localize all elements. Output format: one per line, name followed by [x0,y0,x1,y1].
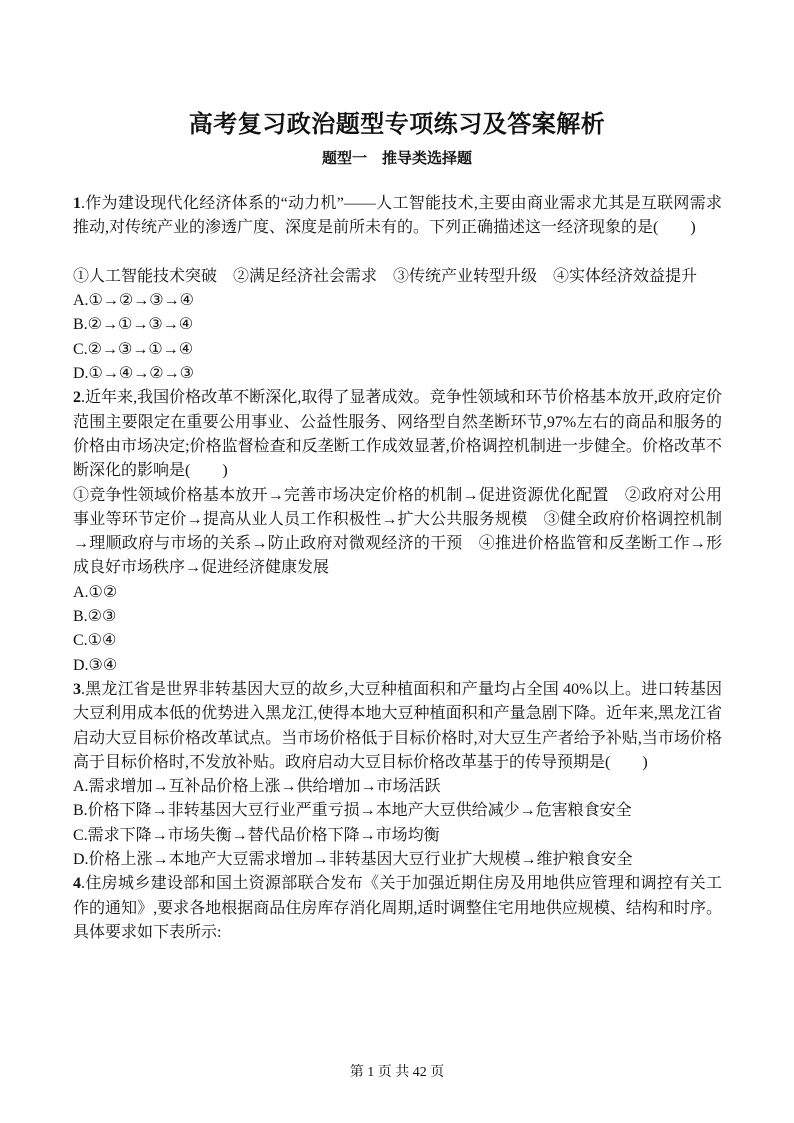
question-stem-line: 大豆利用成本低的优势进入黑龙江,使得本地大豆种植面积和产量急剧下降。近年来,黑龙江省 [73,705,722,723]
stem-text: .黑龙江省是世界非转基因大豆的故乡,大豆种植面积和产量均占全国 40%以上。进口转基因 [81,680,722,698]
option-b: B.价格下降→非转基因大豆行业严重亏损→本地产大豆供给减少→危害粮食安全 [73,802,632,820]
question-items-line: ①竞争性领域价格基本放开→完善市场决定价格的机制→促进资源优化配置 ②政府对公用 [73,486,722,504]
question-stem-line: 推动,对传统产业的渗透广度、深度是前所未有的。下列正确描述这一经济现象的是( ) [73,219,696,237]
option-d: D.③④ [73,656,118,674]
question-stem-line [73,386,722,410]
question-items-line: 事业等环节定价→提高从业人员工作积极性→扩大公共服务规模 ③健全政府价格调控机制 [73,510,722,528]
question-stem-line: 高于目标价格时,不发放补贴。政府启动大豆目标价格改革基于的传导预期是( ) [73,753,648,771]
question-number: 4 [73,875,81,893]
question-stem-line: 范围主要限定在重要公用事业、公益性服务、网络型自然垄断环节,97%左右的商品和服务的 [73,413,722,431]
option-d: D.①→④→②→③ [73,365,194,383]
blank-line [73,241,722,265]
stem-text: .住房城乡建设部和国土资源部联合发布《关于加强近期住房及用地供应管理和调控有关工 [81,875,722,893]
question-items-line: 成良好市场秩序→促进经济健康发展 [73,559,330,577]
question-3 [73,678,722,872]
option-d: D.价格上涨→本地产大豆需求增加→非转基因大豆行业扩大规模→维护粮食安全 [73,851,633,869]
question-stem-line: 断深化的影响是( ) [73,462,228,480]
option-c: C.①④ [73,632,117,650]
question-stem-line [73,192,722,216]
question-items-line: →理顺政府与市场的关系→防止政府对微观经济的干预 ④推进价格监管和反垄断工作→形 [73,535,722,553]
document-title: 高考复习政治题型专项练习及答案解析 [188,110,606,138]
question-stem-line [73,678,722,702]
option-c: C.需求下降→市场失衡→替代品价格下降→市场均衡 [73,826,440,844]
stem-text: .作为建设现代化经济体系的“动力机”——人工智能技术,主要由商业需求尤其是互联网需求 [81,195,722,212]
option-b: B.②③ [73,608,117,626]
question-items: ①人工智能技术突破 ②满足经济社会需求 ③传统产业转型升级 ④实体经济效益提升 [73,267,698,285]
document-body [73,192,722,945]
stem-text: .近年来,我国价格改革不断深化,取得了显著成效。竞争性领域和环节价格基本放开,政府定价 [81,389,722,407]
question-number: 2 [73,389,81,407]
question-1 [73,192,722,386]
option-c: C.②→③→①→④ [73,340,194,358]
page-footer: 第 1 页 共 42 页 [349,1065,445,1080]
question-stem-line [73,872,722,896]
option-b: B.②→①→③→④ [73,316,194,334]
question-number: 1 [73,195,81,212]
section-subtitle: 题型一 推导类选择题 [321,149,472,167]
question-4 [73,872,722,945]
question-number: 3 [73,680,81,698]
question-stem-line: 价格由市场决定;价格监督检查和反垄断工作成效显著,价格调控机制进一步健全。价格改革不 [73,437,722,455]
question-2 [73,386,722,678]
option-a: A.需求增加→互补品价格上涨→供给增加→市场活跃 [73,778,441,796]
question-stem-line: 具体要求如下表所示: [73,923,222,941]
option-a: A.①② [73,583,118,601]
question-stem-line: 启动大豆目标价格改革试点。当市场价格低于目标价格时,对大豆生产者给予补贴,当市场价格 [73,729,722,747]
option-a: A.①→②→③→④ [73,292,194,310]
question-stem-line: 作的通知》,要求各地根据商品住房库存消化周期,适时调整住宅用地供应规模、结构和时序。 [73,899,722,917]
